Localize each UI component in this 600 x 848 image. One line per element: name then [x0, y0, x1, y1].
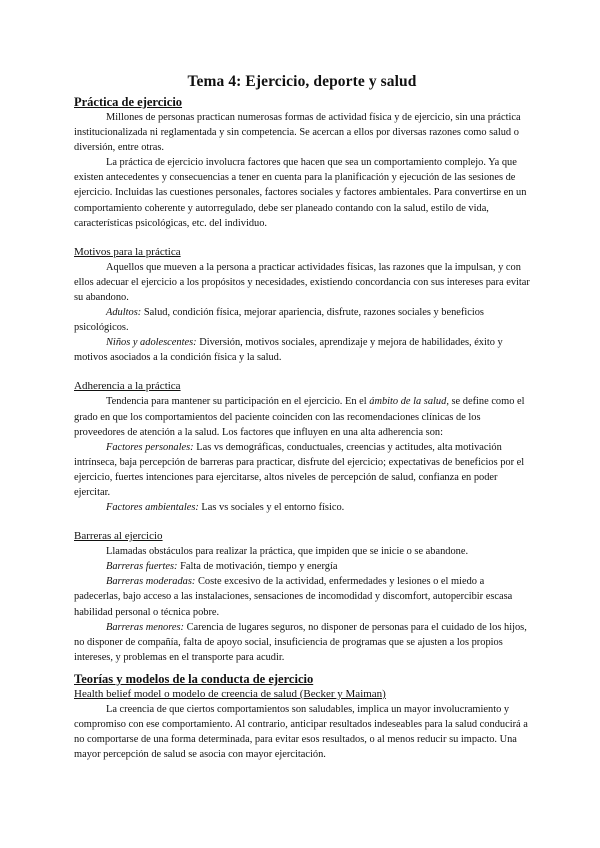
paragraph-adherencia [74, 394, 530, 439]
text-adherencia-b: , se define como el grado en que los comportamientos del paciente coinciden con las recomendaciones clínicas de los proveedores de atención a la salud. Los factores que influyen en una alta adherencia son: [74, 396, 525, 438]
text-adherencia-a: Tendencia para mantener su participación en el ejercicio. En el [106, 396, 370, 408]
text-barreras-menores: Carencia de lugares seguros, no disponer de personas para el cuidado de los hijos, no disponer de compañía, falta de apoyo social, insuficiencia de programas que se ajusten a los propios intereses, y problemas en el transporte para acudir. [74, 621, 527, 663]
label-barreras-fuertes: Barreras fuertes: [106, 561, 178, 573]
paragraph-factores-ambientales [74, 500, 530, 515]
section-heading-practica: Práctica de ejercicio [74, 95, 183, 109]
section-heading-teorias: Teorías y modelos de la conducta de ejercicio [74, 671, 314, 686]
text-factores-ambientales: Las vs sociales y el entorno físico. [198, 502, 345, 514]
paragraph-barreras: Llamadas obstáculos para realizar la práctica, que impiden que se inicie o se abandone. [106, 546, 469, 558]
text-factores-personales: Las vs demográficas, conductuales, creencias y actitudes, alta motivación intrínseca, baja percepción de barreras para practicar, disfrute del ejercicio; expectativas de beneficios por el ejercicio, fuertes intenciones para ejercitarse, altos niveles de percepción de salud, confianza en poder ejercitar. [74, 441, 525, 498]
paragraph-health-belief: La creencia de que ciertos comportamientos son saludables, implica un mayor involucramiento y compromiso con ese comportamiento. Al contrario, anticipar resultados indeseables para la salud conducirá a no comportarse de una forma determinada, para evitar esos resultados, o al menos reducir su impacto. Una mayor percepción de salud se asocia con mayor ejercitación. [74, 703, 528, 761]
text-ninos: Diversión, motivos sociales, aprendizaje y mejora de habilidades, éxito y motivos asociados a la condición física y la salud. [74, 337, 503, 364]
paragraph-barreras-moderadas [74, 574, 530, 619]
label-barreras-moderadas: Barreras moderadas: [106, 576, 196, 588]
text-barreras-moderadas: Coste excesivo de la actividad, enfermedades y lesiones o el miedo a padecerlas, bajo acceso a las instalaciones, sensaciones de incomodidad y discomfort, autopercibir escasa habilidad personal o técnica pobre. [74, 576, 513, 618]
label-factores-ambientales: Factores ambientales: [106, 502, 199, 514]
paragraph-practica-1: Millones de personas practican numerosas formas de actividad física y de ejercicio, sin una práctica institucionalizada ni reglamentada y sin competencia. Se acercan a ellos por diversas razones como salud o diversión, entre otras. [74, 112, 521, 154]
text-adultos: Salud, condición física, mejorar apariencia, disfrute, razones sociales y beneficios psicológicos. [74, 307, 484, 334]
text-adherencia-em: ámbito de la salud [369, 396, 447, 408]
paragraph-adultos [74, 305, 530, 335]
text-barreras-fuertes: Falta de motivación, tiempo y energía [177, 561, 338, 573]
label-barreras-menores: Barreras menores: [106, 621, 185, 633]
subheading-adherencia: Adherencia a la práctica [74, 380, 181, 393]
paragraph-barreras-menores [74, 620, 530, 665]
label-adultos: Adultos: [106, 307, 142, 319]
paragraph-ninos [74, 335, 530, 365]
paragraph-practica-2: La práctica de ejercicio involucra factores que hacen que sea un comportamiento complejo. Ya que existen antecedentes y consecuencias a tener en cuenta para la planificación y ejecución de las sesiones de ejercicio. Incluidas las cuestiones personales, factores sociales y factores ambientales. Para convertirse en un comportamiento coherente y autorregulado, debe ser planeado contando con la salud, estilo de vida, características psicológicas, etc. del individuo. [74, 157, 527, 229]
paragraph-barreras-fuertes [74, 559, 530, 574]
document-title: Tema 4: Ejercicio, deporte y salud [187, 73, 417, 90]
subheading-barreras: Barreras al ejercicio [74, 530, 163, 543]
paragraph-motivos: Aquellos que mueven a la persona a practicar actividades físicas, las razones que la impulsan, y con ellos adecuar el ejercicio a los propósitos y necesidades, existiendo concordancia con sus intereses para evitar su abandono. [74, 261, 530, 303]
paragraph-factores-personales [74, 440, 530, 500]
subheading-motivos: Motivos para la práctica [74, 245, 181, 258]
label-factores-personales: Factores personales: [106, 441, 194, 453]
subheading-health-belief: Health belief model o modelo de creencia de salud (Becker y Maiman) [74, 687, 386, 700]
label-ninos: Niños y adolescentes: [106, 337, 197, 349]
